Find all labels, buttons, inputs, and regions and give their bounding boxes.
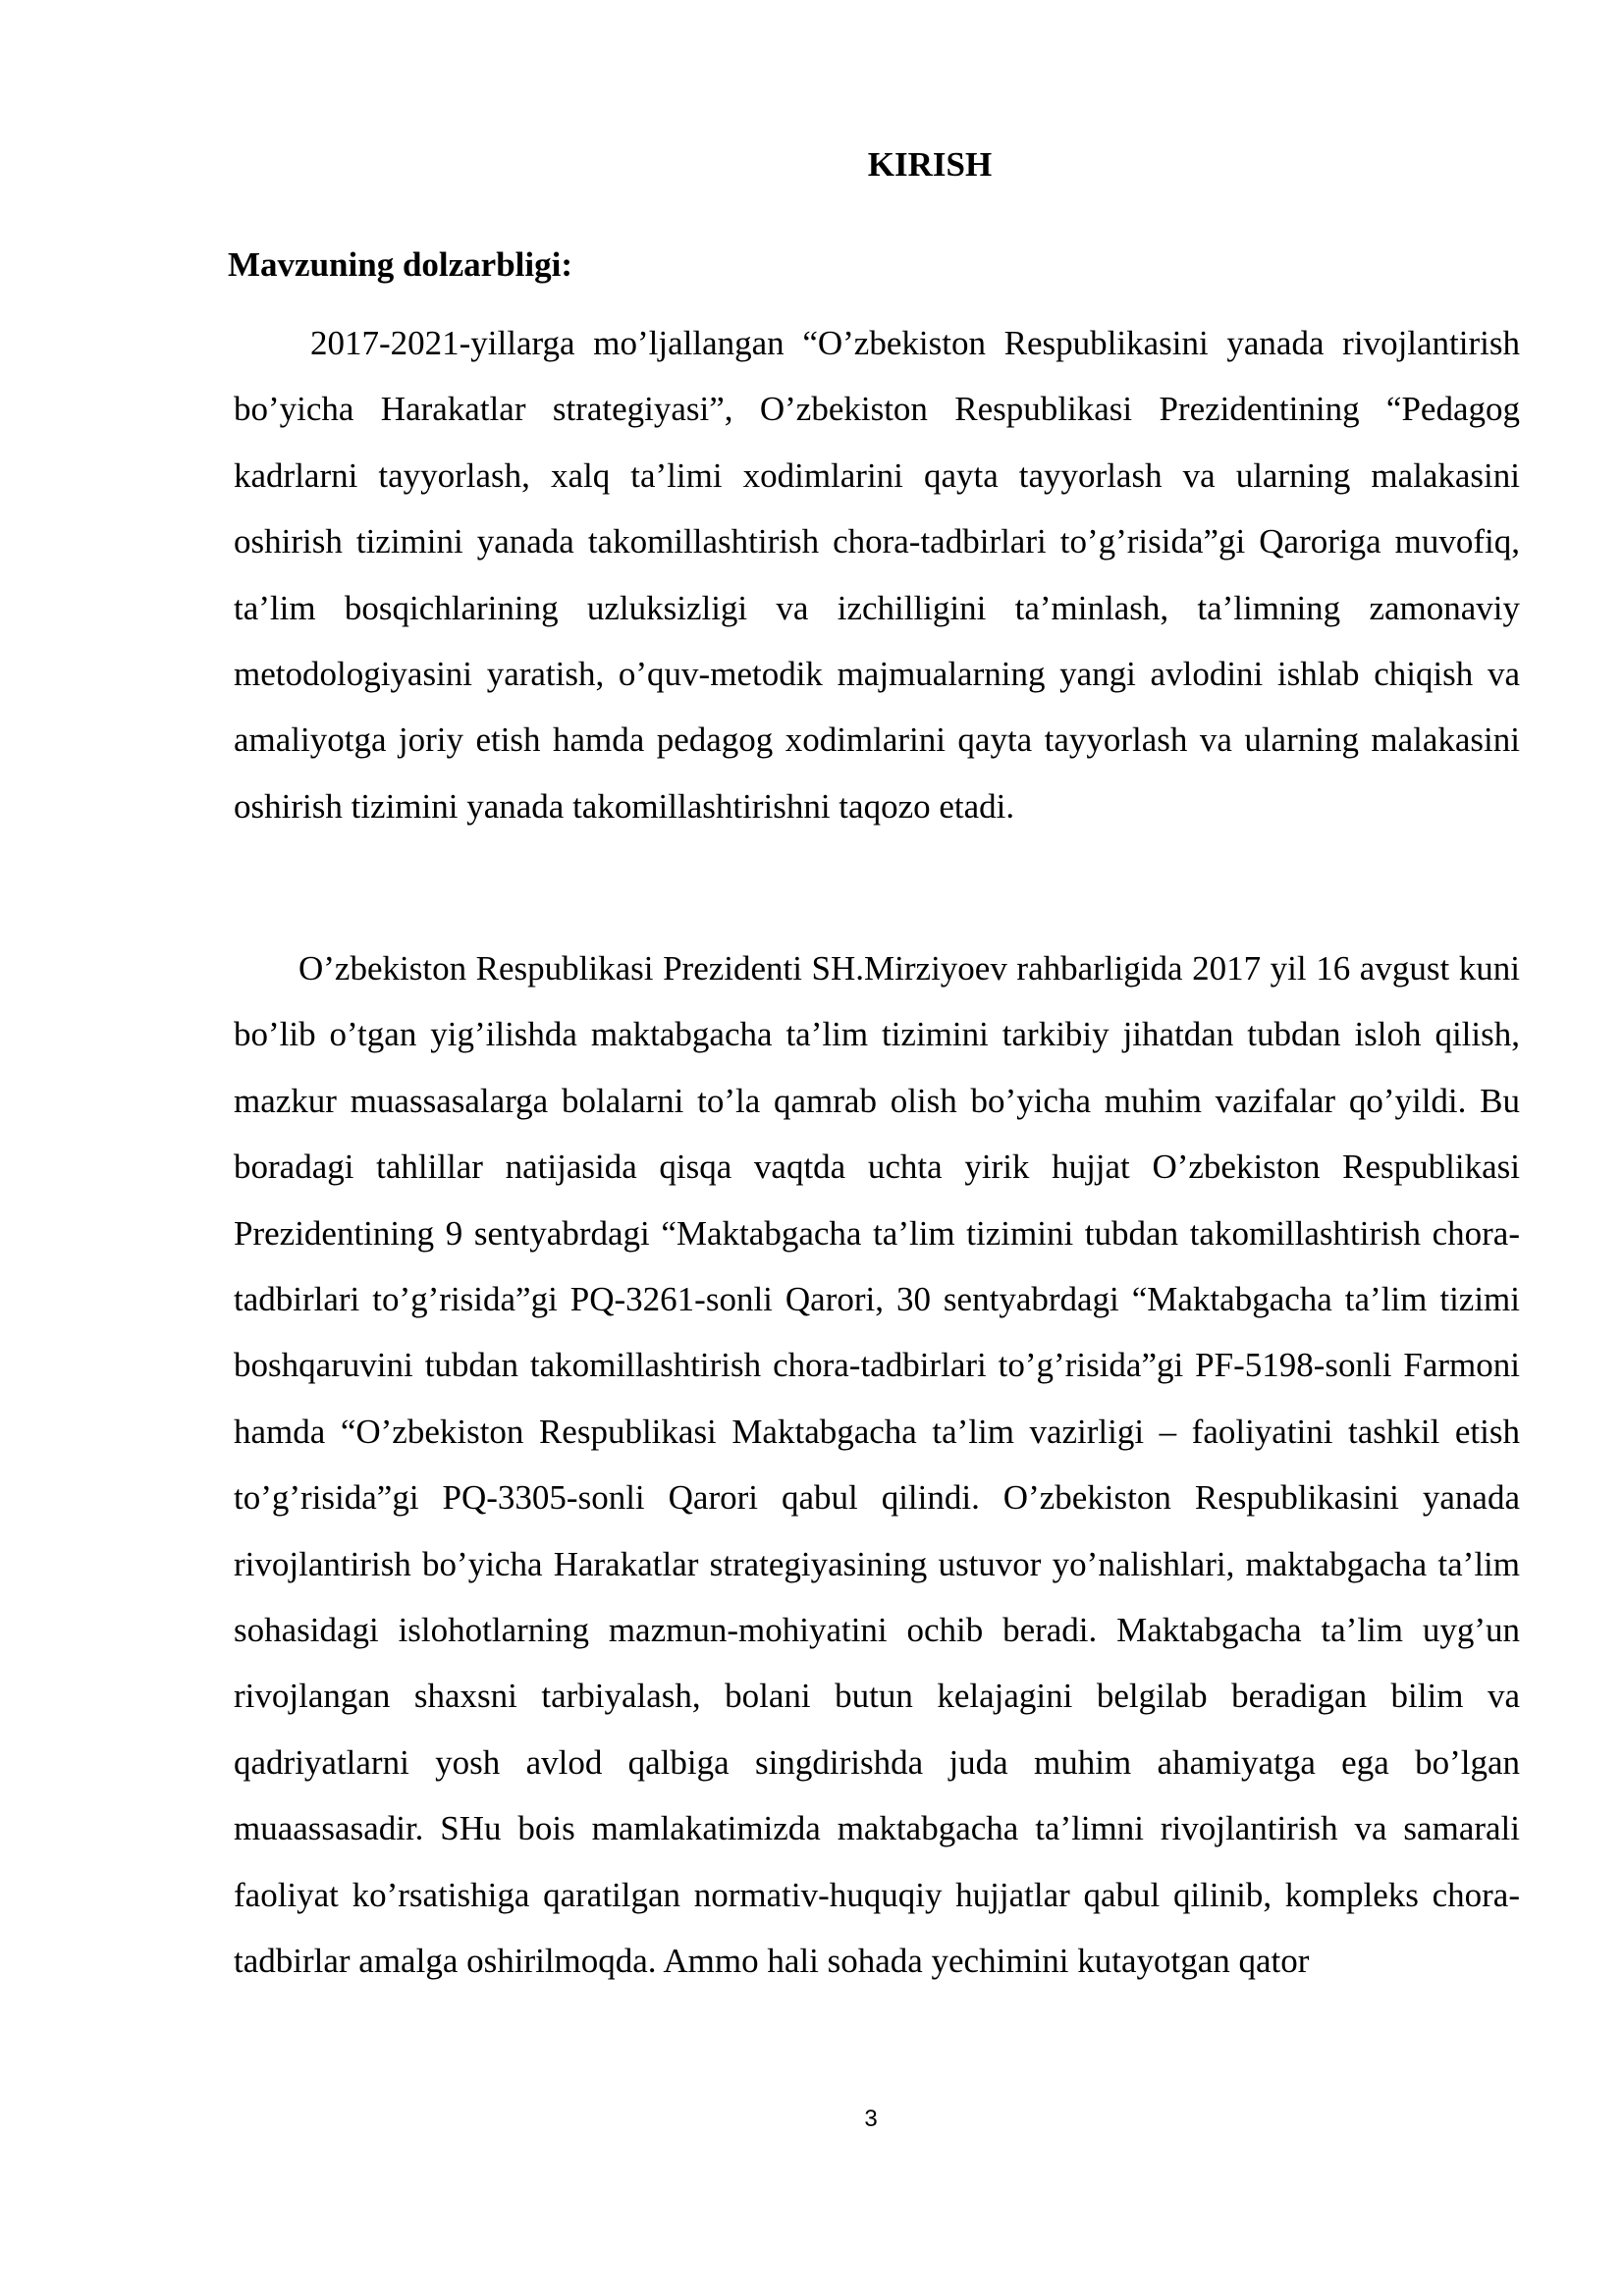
page-number: 3 xyxy=(864,2106,878,2132)
paragraph-1: 2017-2021-yillarga mo’ljallangan “O’zbekiston Respublikasini yanada rivojlantirish bo’yicha Harakatlar strategiyasi”, O’zbekiston Respublikasi Prezidentining “Pedagog kadrlarni tayyorlash, xalq ta’limi xodimlarini qayta tayyorlash va ularning malakasini oshirish tizimini yanada takomillashtirish chora-tadbirlari to’g’risida”gi Qaroriga muvofiq, ta’lim bosqichlarining uzluksizligi va izchilligini ta’minlash, ta’limning zamonaviy metodologiyasini yaratish, o’quv-metodik majmualarning yangi avlodini ishlab chiqish va amaliyotga joriy etish hamda pedagog xodimlarini qayta tayyorlash va ularning malakasini oshirish tizimini yanada takomillashtirishni taqozo etadi. xyxy=(234,324,1520,826)
section-heading: Mavzuning dolzarbligi: xyxy=(228,245,572,284)
page-title: KIRISH xyxy=(867,145,993,184)
paragraph-2: O’zbekiston Respublikasi Prezidenti SH.Mirziyoev rahbarligida 2017 yil 16 avgust kuni bo’lib o’tgan yig’ilishda maktabgacha ta’lim tizimini tarkibiy jihatdan tubdan isloh qilish, mazkur muassasalarga bolalarni to’la qamrab olish bo’yicha muhim vazifalar qo’yildi. Bu boradagi tahlillar natijasida qisqa vaqtda uchta yirik hujjat O’zbekiston Respublikasi Prezidentining 9 sentyabrdagi “Maktabgacha ta’lim tizimini tubdan takomillashtirish chora-tadbirlari to’g’risida”gi PQ-3261-sonli Qarori, 30 sentyabrdagi “Maktabgacha ta’lim tizimi boshqaruvini tubdan takomillashtirish chora-tadbirlari to’g’risida”gi PF-5198-sonli Farmoni hamda “O’zbekiston Respublikasi Maktabgacha ta’lim vazirligi – faoliyatini tashkil etish to’g’risida”gi PQ-3305-sonli Qarori qabul qilindi. O’zbekiston Respublikasini yanada rivojlantirish bo’yicha Harakatlar strategiyasining ustuvor yo’nalishlari, maktabgacha ta’lim sohasidagi islohotlarning mazmun-mohiyatini ochib beradi. Maktabgacha ta’lim uyg’un rivojlangan shaxsni tarbiyalash, bolani butun kelajagini belgilab beradigan bilim va qadriyatlarni yosh avlod qalbiga singdirishda juda muhim ahamiyatga ega bo’lgan muaassasadir. SHu bois mamlakatimizda maktabgacha ta’limni rivojlantirish va samarali faoliyat ko’rsatishiga qaratilgan normativ-huquqiy hujjatlar qabul qilinib, kompleks chora-tadbirlar amalga oshirilmoqda. Ammo hali sohada yechimini kutayotgan qator xyxy=(234,949,1520,1981)
